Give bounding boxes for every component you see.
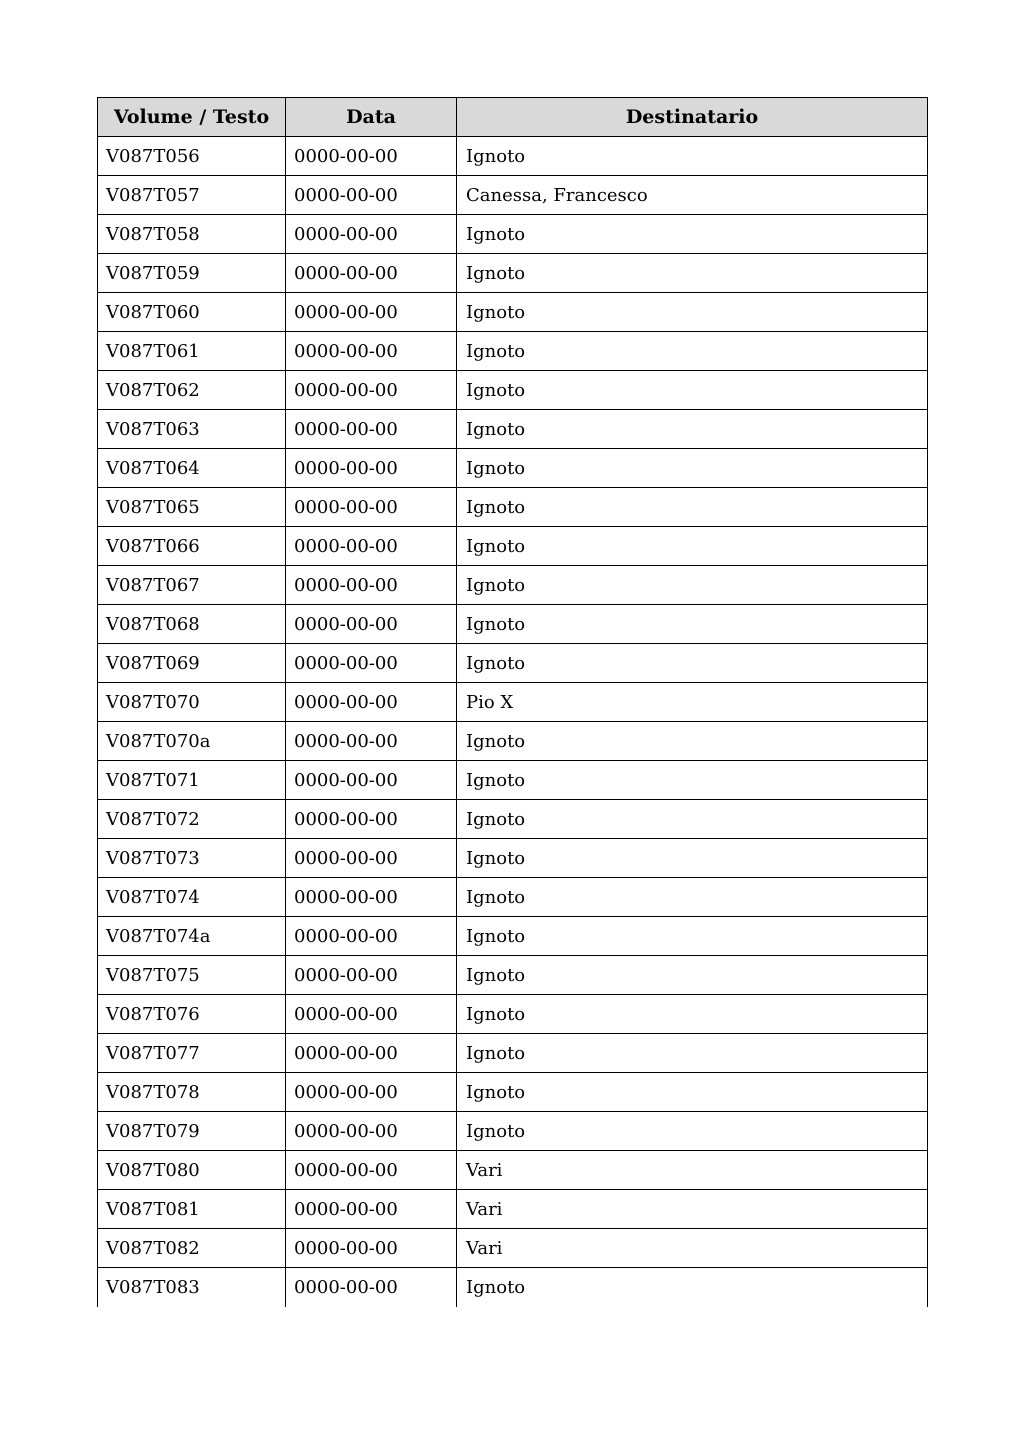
- cell-volume-testo: V087T056: [98, 137, 286, 176]
- cell-data: 0000-00-00: [286, 254, 457, 293]
- cell-destinatario: Ignoto: [457, 137, 928, 176]
- cell-data: 0000-00-00: [286, 683, 457, 722]
- cell-destinatario: Ignoto: [457, 878, 928, 917]
- table-row: [98, 488, 928, 527]
- table-row: [98, 449, 928, 488]
- cell-volume-testo: V087T082: [98, 1229, 286, 1268]
- cell-data: 0000-00-00: [286, 605, 457, 644]
- cell-destinatario: Ignoto: [457, 761, 928, 800]
- cell-data: 0000-00-00: [286, 527, 457, 566]
- table-row: [98, 878, 928, 917]
- table-row: [98, 1229, 928, 1268]
- cell-destinatario: Ignoto: [457, 254, 928, 293]
- table-row: [98, 527, 928, 566]
- cell-data: 0000-00-00: [286, 488, 457, 527]
- table-row: [98, 839, 928, 878]
- table-row: [98, 254, 928, 293]
- header-data: Data: [286, 98, 457, 137]
- table-row: [98, 176, 928, 215]
- cell-data: 0000-00-00: [286, 566, 457, 605]
- cell-destinatario: Ignoto: [457, 1112, 928, 1151]
- cell-volume-testo: V087T083: [98, 1268, 286, 1307]
- table-row: [98, 800, 928, 839]
- table-row: [98, 995, 928, 1034]
- cell-data: 0000-00-00: [286, 410, 457, 449]
- cell-destinatario: Vari: [457, 1151, 928, 1190]
- cell-volume-testo: V087T078: [98, 1073, 286, 1112]
- cell-volume-testo: V087T066: [98, 527, 286, 566]
- cell-destinatario: Ignoto: [457, 332, 928, 371]
- cell-volume-testo: V087T068: [98, 605, 286, 644]
- cell-data: 0000-00-00: [286, 176, 457, 215]
- header-destinatario: Destinatario: [457, 98, 928, 137]
- cell-destinatario: Ignoto: [457, 644, 928, 683]
- table-row: [98, 1190, 928, 1229]
- cell-data: 0000-00-00: [286, 917, 457, 956]
- cell-volume-testo: V087T074: [98, 878, 286, 917]
- cell-volume-testo: V087T063: [98, 410, 286, 449]
- table-row: [98, 371, 928, 410]
- cell-destinatario: Vari: [457, 1229, 928, 1268]
- cell-destinatario: Ignoto: [457, 1268, 928, 1307]
- cell-destinatario: Ignoto: [457, 995, 928, 1034]
- cell-destinatario: Ignoto: [457, 566, 928, 605]
- cell-destinatario: Ignoto: [457, 371, 928, 410]
- cell-data: 0000-00-00: [286, 878, 457, 917]
- table-row: [98, 1034, 928, 1073]
- cell-destinatario: Ignoto: [457, 800, 928, 839]
- table-body: [98, 137, 928, 1307]
- table-row: [98, 644, 928, 683]
- table-row: [98, 332, 928, 371]
- table-row: [98, 683, 928, 722]
- cell-volume-testo: V087T075: [98, 956, 286, 995]
- cell-volume-testo: V087T065: [98, 488, 286, 527]
- cell-destinatario: Ignoto: [457, 1034, 928, 1073]
- table-row: [98, 410, 928, 449]
- table-row: [98, 1112, 928, 1151]
- cell-volume-testo: V087T081: [98, 1190, 286, 1229]
- cell-data: 0000-00-00: [286, 137, 457, 176]
- table-header: [98, 98, 928, 137]
- cell-destinatario: Ignoto: [457, 410, 928, 449]
- cell-destinatario: Ignoto: [457, 293, 928, 332]
- cell-data: 0000-00-00: [286, 1268, 457, 1307]
- cell-volume-testo: V087T080: [98, 1151, 286, 1190]
- cell-destinatario: Ignoto: [457, 527, 928, 566]
- table-row: [98, 1151, 928, 1190]
- cell-destinatario: Vari: [457, 1190, 928, 1229]
- table-row: [98, 215, 928, 254]
- cell-data: 0000-00-00: [286, 1034, 457, 1073]
- cell-volume-testo: V087T073: [98, 839, 286, 878]
- cell-volume-testo: V087T072: [98, 800, 286, 839]
- header-volume-testo: Volume / Testo: [98, 98, 286, 137]
- table-row: [98, 137, 928, 176]
- table-row: [98, 293, 928, 332]
- table-row: [98, 566, 928, 605]
- cell-destinatario: Ignoto: [457, 722, 928, 761]
- cell-destinatario: Canessa, Francesco: [457, 176, 928, 215]
- cell-data: 0000-00-00: [286, 1112, 457, 1151]
- cell-volume-testo: V087T070a: [98, 722, 286, 761]
- cell-data: 0000-00-00: [286, 1190, 457, 1229]
- cell-destinatario: Ignoto: [457, 215, 928, 254]
- cell-data: 0000-00-00: [286, 1151, 457, 1190]
- cell-volume-testo: V087T061: [98, 332, 286, 371]
- cell-data: 0000-00-00: [286, 449, 457, 488]
- cell-destinatario: Ignoto: [457, 956, 928, 995]
- cell-destinatario: Ignoto: [457, 1073, 928, 1112]
- table-row: [98, 1268, 928, 1307]
- cell-data: 0000-00-00: [286, 1073, 457, 1112]
- table-row: [98, 605, 928, 644]
- cell-destinatario: Ignoto: [457, 449, 928, 488]
- cell-data: 0000-00-00: [286, 644, 457, 683]
- cell-volume-testo: V087T058: [98, 215, 286, 254]
- letters-table: [97, 97, 928, 1307]
- cell-volume-testo: V087T077: [98, 1034, 286, 1073]
- cell-data: 0000-00-00: [286, 800, 457, 839]
- header-row: [98, 98, 928, 137]
- cell-destinatario: Ignoto: [457, 839, 928, 878]
- cell-volume-testo: V087T059: [98, 254, 286, 293]
- cell-destinatario: Pio X: [457, 683, 928, 722]
- cell-destinatario: Ignoto: [457, 917, 928, 956]
- cell-volume-testo: V087T067: [98, 566, 286, 605]
- cell-destinatario: Ignoto: [457, 488, 928, 527]
- cell-volume-testo: V087T060: [98, 293, 286, 332]
- table-row: [98, 722, 928, 761]
- cell-volume-testo: V087T079: [98, 1112, 286, 1151]
- cell-volume-testo: V087T074a: [98, 917, 286, 956]
- cell-volume-testo: V087T076: [98, 995, 286, 1034]
- cell-volume-testo: V087T062: [98, 371, 286, 410]
- cell-volume-testo: V087T057: [98, 176, 286, 215]
- table-row: [98, 1073, 928, 1112]
- cell-data: 0000-00-00: [286, 1229, 457, 1268]
- cell-volume-testo: V087T064: [98, 449, 286, 488]
- cell-data: 0000-00-00: [286, 839, 457, 878]
- cell-data: 0000-00-00: [286, 332, 457, 371]
- cell-destinatario: Ignoto: [457, 605, 928, 644]
- cell-volume-testo: V087T069: [98, 644, 286, 683]
- table-row: [98, 917, 928, 956]
- cell-data: 0000-00-00: [286, 293, 457, 332]
- cell-data: 0000-00-00: [286, 722, 457, 761]
- table-row: [98, 956, 928, 995]
- cell-data: 0000-00-00: [286, 371, 457, 410]
- cell-volume-testo: V087T071: [98, 761, 286, 800]
- cell-data: 0000-00-00: [286, 215, 457, 254]
- cell-data: 0000-00-00: [286, 956, 457, 995]
- table-row: [98, 761, 928, 800]
- cell-volume-testo: V087T070: [98, 683, 286, 722]
- cell-data: 0000-00-00: [286, 995, 457, 1034]
- cell-data: 0000-00-00: [286, 761, 457, 800]
